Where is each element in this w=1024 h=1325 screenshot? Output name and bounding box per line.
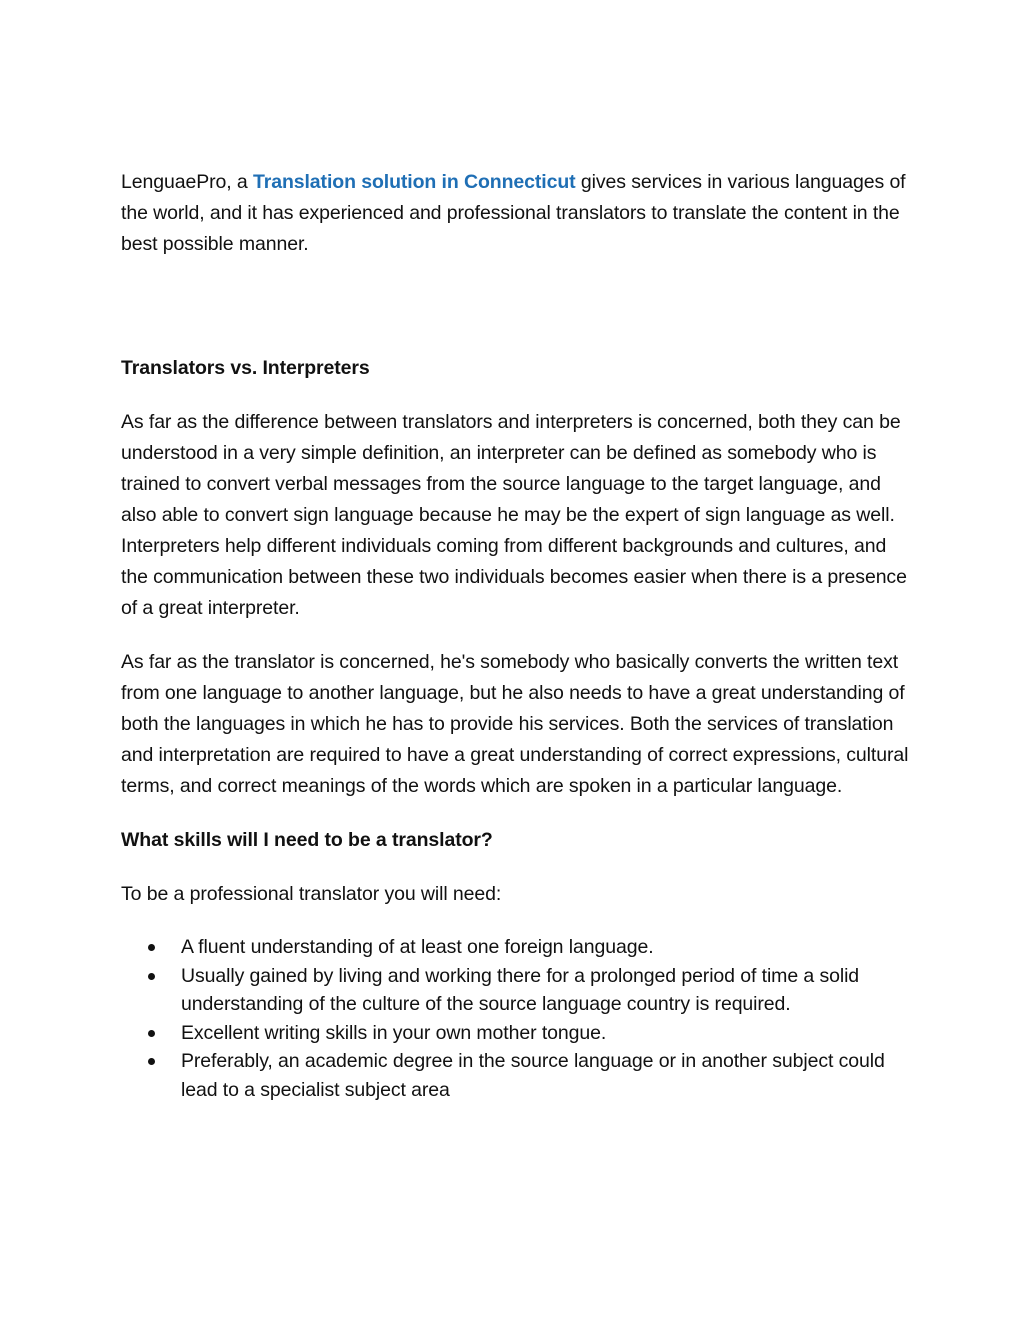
intro-prefix: LenguaePro, a [121,171,253,193]
list-item-text: Preferably, an academic degree in the source language or in another subject could lead to a specialist subject area [181,1050,885,1101]
intro-suffix: gives services in various languages of the world, and it has experienced and professional translators to translate the content in the best possible manner. [121,171,906,255]
bullet-icon [148,1030,155,1037]
bullet-icon [148,973,155,980]
list-item [121,1047,911,1104]
paragraph-translator: As far as the translator is concerned, he's somebody who basically converts the written text from one language to another language, but he also needs to have a great understanding of both the languages in which he has to provide his services. Both the services of translation and interpretation are required to have a great understanding of correct expressions, cultural terms, and correct meanings of the words which are spoken in a particular language. [121,651,909,797]
skills-list [121,933,911,1104]
list-item-text: Excellent writing skills in your own mother tongue. [181,1021,607,1044]
bullet-icon [148,944,155,951]
list-item [121,933,911,962]
skills-lead-text: To be a professional translator you will need: [121,883,502,905]
intro-paragraph [121,167,911,260]
translation-solution-link[interactable]: Translation solution in Connecticut [252,171,576,193]
section-heading-translators-vs-interpreters: Translators vs. Interpreters [121,357,370,379]
document-page [121,167,911,1104]
list-item-text: A fluent understanding of at least one foreign language. [181,936,654,958]
section-heading-skills: What skills will I need to be a translator? [121,829,493,851]
list-item [121,962,911,1019]
paragraph-difference: As far as the difference between translators and interpreters is concerned, both they can be understood in a very simple definition, an interpreter can be defined as somebody who is trained to convert verbal messages from the source language to the target language, and also able to convert sign language because he may be the expert of sign language as well. Interpreters help different individuals coming from different backgrounds and cultures, and the communication between these two individuals becomes easier when there is a presence of a great interpreter. [121,411,907,619]
list-item [121,1019,911,1048]
bullet-icon [148,1058,155,1065]
list-item-text: Usually gained by living and working there for a prolonged period of time a solid understanding of the culture of the source language country is required. [181,964,860,1015]
